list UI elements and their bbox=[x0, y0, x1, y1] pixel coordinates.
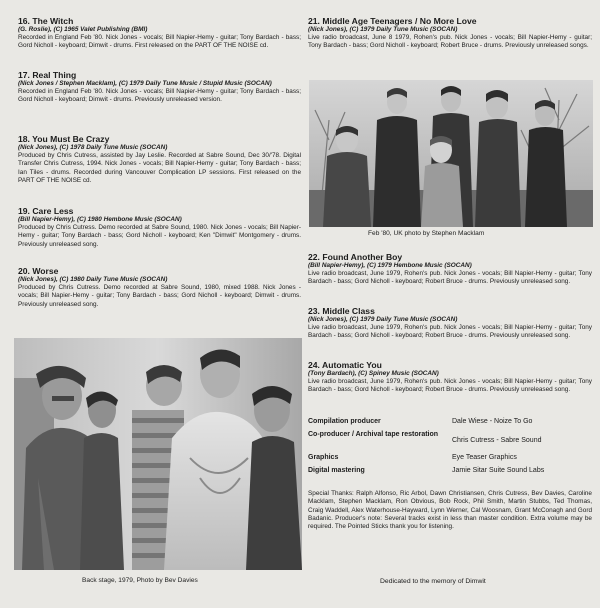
track-notes: Live radio broadcast, June 8 1979, Rohen's pub. Nick Jones - vocals; Bill Napier-Hemy - guitar; Tony Bardach - bass; Gord Nicholl - keyboard; Robert Bruce - drums. Previously unreleased songs. bbox=[308, 34, 592, 50]
production-credits bbox=[308, 418, 592, 490]
track-title: 16. The Witch bbox=[18, 16, 74, 26]
backstage-photo-caption: Back stage, 1979, Photo by Bev Davies bbox=[82, 577, 198, 584]
track-credit: (G. Roslie), (C) 1965 Valet Publishing (BMI) bbox=[18, 26, 148, 33]
track-credit: (Nick Jones), (C) 1979 Daily Tune Music (SOCAN) bbox=[308, 316, 458, 323]
backstage-photo bbox=[14, 338, 302, 570]
track-credit: (Nick Jones), (C) 1980 Daily Tune Music (SOCAN) bbox=[18, 276, 168, 283]
credit-name: Dale Wiese - Noize To Go bbox=[452, 418, 533, 425]
track-23 bbox=[308, 306, 592, 341]
dedication: Dedicated to the memory of Dimwit bbox=[380, 578, 486, 585]
track-title: 20. Worse bbox=[18, 266, 59, 276]
track-16 bbox=[18, 16, 301, 51]
track-title: 18. You Must Be Crazy bbox=[18, 134, 110, 144]
track-title: 22. Found Another Boy bbox=[308, 252, 403, 262]
track-notes: Produced by Chris Cutress. Demo recorded at Sabre Sound, 1980, mixed 1988. Nick Jones - vocals; Bill Napier-Hemy - guitar; Tony Bardach - bass; Gord Nicholl - keyboard; Dimwit - drums. Previously unreleased song. bbox=[18, 284, 301, 308]
track-21 bbox=[308, 16, 592, 51]
credit-name: Eye Teaser Graphics bbox=[452, 454, 517, 461]
credit-name: Chris Cutress - Sabre Sound bbox=[452, 437, 542, 444]
uk-band-photo bbox=[309, 80, 593, 227]
track-title: 21. Middle Age Teenagers / No More Love bbox=[308, 16, 477, 26]
track-title: 17. Real Thing bbox=[18, 70, 77, 80]
track-title: 23. Middle Class bbox=[308, 306, 375, 316]
track-notes: Recorded in England Feb '80. Nick Jones - vocals; Bill Napier-Hemy - guitar; Tony Bardach - bass; Gord Nicholl - keyboard; Dimwit - drums. First released on the PART OF THE NOISE cd. bbox=[18, 34, 301, 50]
track-notes: Produced by Chris Cutress, assisted by Jay Leslie. Recorded at Sabre Sound, Dec 30/'78. Digital Transfer Chris Cutress, 1994. Nick Jones - vocals; Bill Napier-Hemy - guitar; Tony Bardach - bass; Ian Tiles - drums. Recorded during Vancouver Complication LP sessions. First released on the PART OF THE NOISE cd. bbox=[18, 152, 301, 184]
track-22 bbox=[308, 252, 592, 287]
track-17 bbox=[18, 70, 301, 105]
track-credit: (Bill Napier-Hemy), (C) 1979 Hembone Music (SOCAN) bbox=[308, 262, 472, 269]
track-credit: (Tony Bardach), (C) Spiney Music (SOCAN) bbox=[308, 370, 439, 377]
special-thanks: Special Thanks: Ralph Alfonso, Ric Arbol, Dawn Christiansen, Chris Cutress, Bev Davies, Caroline Macklam, Stephen Macklam, Ron Obvious, Bob Rock, Phil Smith, Martin Stubbs, Ted Thomas, Craig Waddell, Alex Waterhouse-Hayward, Lynn Werner, Cal Woosnam, Grant McConagh and Gord Badanic. Producer's note: Several tracks exist in less than master condition. Extra volume may be required. The Pointed Sticks thank you for listening. bbox=[308, 490, 592, 531]
credit-role: Graphics bbox=[308, 454, 339, 461]
track-notes: Live radio broadcast, June 1979, Rohen's pub. Nick Jones - vocals; Bill Napier-Hemy - guitar; Tony Bardach - bass; Gord Nicholl - keyboard; Robert Bruce - drums. Previously unreleased song. bbox=[308, 378, 592, 394]
track-24 bbox=[308, 360, 592, 395]
track-20 bbox=[18, 266, 301, 309]
credit-role: Co-producer / Archival tape restoration bbox=[308, 431, 439, 438]
track-notes: Recorded in England Feb '80. Nick Jones - vocals; Bill Napier-Hemy - guitar; Tony Bardach - bass; Gord Nicholl - keyboard; Dimwit - drums. Previously unreleased version. bbox=[18, 88, 301, 104]
track-title: 19. Care Less bbox=[18, 206, 74, 216]
track-18 bbox=[18, 134, 301, 185]
track-notes: Live radio broadcast, June 1979, Rohen's pub. Nick Jones - vocals; Bill Napier-Hemy - guitar; Tony Bardach - bass; Gord Nicholl - keyboard; Robert Bruce - drums. Previously unreleased song. bbox=[308, 324, 592, 340]
credit-name: Jamie Sitar Suite Sound Labs bbox=[452, 467, 545, 474]
credit-role: Compilation producer bbox=[308, 418, 381, 425]
track-notes: Live radio broadcast, June 1979, Rohen's pub. Nick Jones - vocals; Bill Napier-Hemy - guitar; Tony Bardach - bass; Gord Nicholl - keyboard; Robert Bruce - drums. Previously unreleased song. bbox=[308, 270, 592, 286]
track-title: 24. Automatic You bbox=[308, 360, 382, 370]
track-credit: (Bill Napier-Hemy), (C) 1980 Hembone Music (SOCAN) bbox=[18, 216, 182, 223]
track-credit: (Nick Jones), (C) 1978 Daily Tune Music (SOCAN) bbox=[18, 144, 168, 151]
track-notes: Produced by Chris Cutress. Demo recorded at Sabre Sound, 1980. Nick Jones - vocals; Bill Napier-Hemy - guitar; Tony Bardach - bass; Gord Nicholl - keyboard; Ken "Dimwit" Montgomery - drums. Previously unreleased song. bbox=[18, 224, 301, 248]
uk-band-photo-caption: Feb '80, UK photo by Stephen Macklam bbox=[368, 230, 485, 237]
credit-role: Digital mastering bbox=[308, 467, 365, 474]
track-credit: (Nick Jones), (C) 1979 Daily Tune Music (SOCAN) bbox=[308, 26, 458, 33]
track-19 bbox=[18, 206, 301, 249]
track-credit: (Nick Jones / Stephen Macklam), (C) 1979 Daily Tune Music / Stupid Music (SOCAN) bbox=[18, 80, 272, 87]
